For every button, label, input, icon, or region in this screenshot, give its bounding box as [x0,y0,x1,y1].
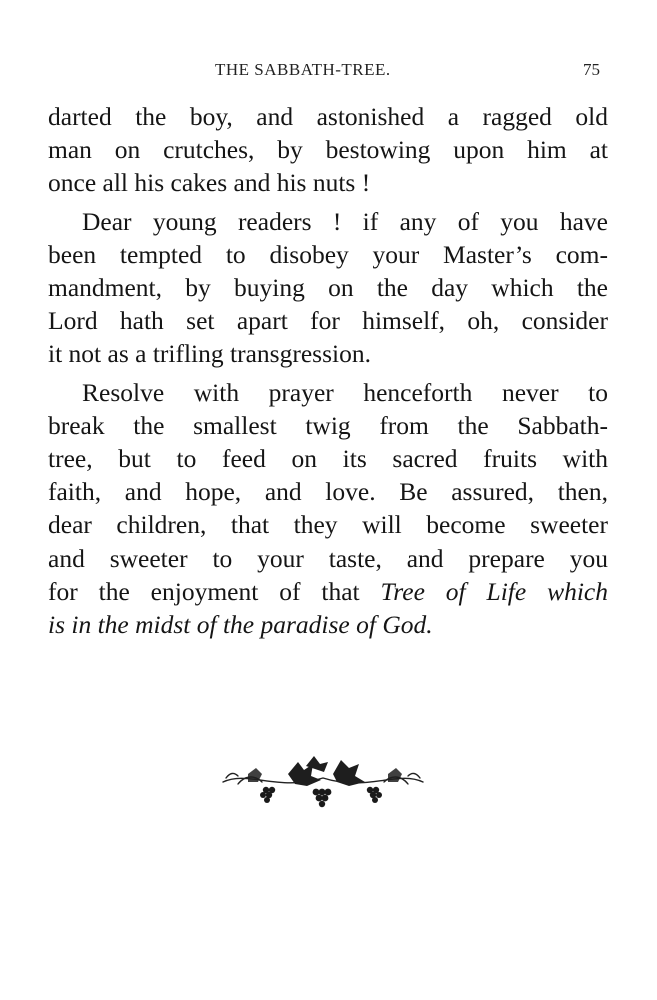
text-line: break the smallest twig from the Sabbath- [48,410,608,440]
text-line: Resolve with prayer henceforth never to [82,377,608,407]
text-line-mixed [48,575,608,608]
text-line: faith, and hope, and love. Be assured, then, [48,477,608,507]
running-title: THE SABBATH-TREE. [215,60,391,79]
text-line: Dear young readers ! if any of you have [82,206,608,236]
page-header [50,60,600,84]
italic-text: Tree of Life which [380,576,608,606]
paragraph-2 [48,205,608,371]
text-line: once all his cakes and his nuts ! [48,168,371,198]
paragraph-1 [48,100,608,200]
text-line: Lord hath set apart for himself, oh, consider [48,306,608,336]
text-line-italic: is in the midst of the paradise of God. [48,610,433,640]
page-number: 75 [583,60,600,79]
paragraph-3 [48,376,608,642]
text-line: dear children, that they will become sweeter [48,510,608,540]
vine-grapes-ornament-icon [218,752,428,814]
body-text [48,100,608,641]
text-line: it not as a trifling transgression. [48,339,371,369]
text-line: man on crutches, by bestowing upon him at [48,135,608,165]
text-line: darted the boy, and astonished a ragged old [48,102,608,131]
text-line: mandment, by buying on the day which the [48,273,608,303]
text-line: and sweeter to your taste, and prepare you [48,543,608,573]
roman-text: for the enjoyment of that [48,576,381,606]
text-line: tree, but to feed on its sacred fruits with [48,444,608,474]
text-line: been tempted to disobey your Master’s com- [48,239,608,269]
